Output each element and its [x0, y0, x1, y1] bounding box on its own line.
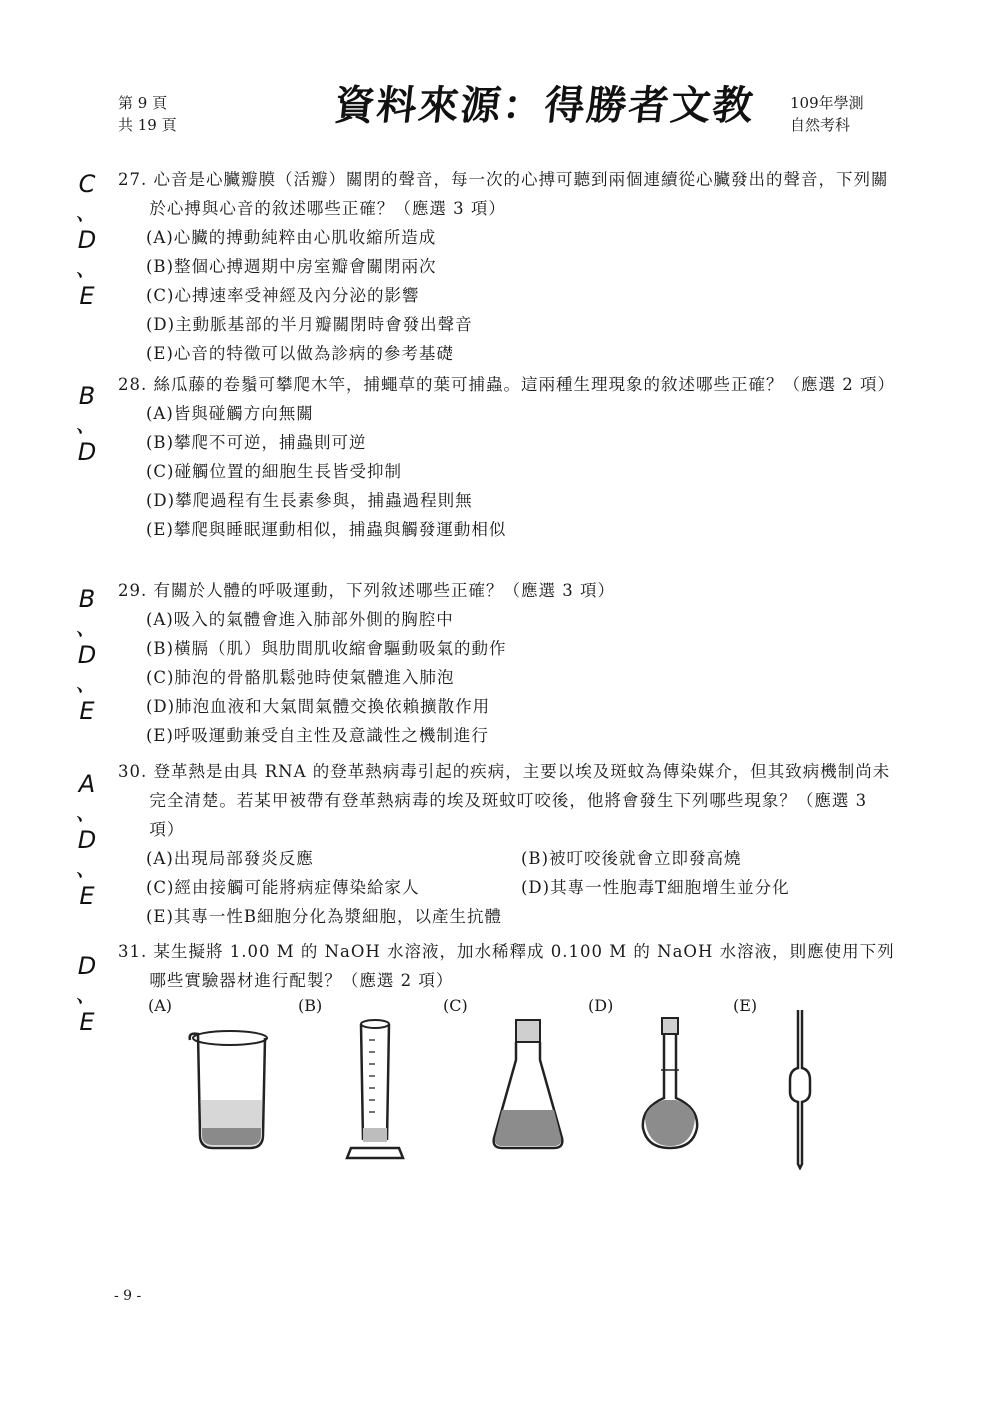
option-e[interactable]: (E)攀爬與睡眠運動相似，捕蟲與觸發運動相似: [146, 520, 507, 539]
beaker-icon: [180, 1010, 280, 1160]
question-30: [118, 757, 898, 931]
option-b[interactable]: (B)整個心搏週期中房室瓣會關閉兩次: [146, 257, 437, 276]
page-no: 第 9 頁: [118, 94, 168, 112]
option-row: [118, 844, 898, 873]
graduated-cylinder-icon: [345, 1010, 405, 1170]
question-stem: 28. 絲瓜藤的卷鬚可攀爬木竿，捕蠅草的葉可捕蟲。這兩種生理現象的敘述哪些正確？（應選 2 項）: [118, 375, 895, 394]
option-e[interactable]: (E): [733, 996, 758, 1015]
question-28: [118, 370, 898, 544]
source-watermark: 資料來源：得勝者文教: [332, 83, 758, 129]
erlenmeyer-flask-icon: [488, 1010, 568, 1160]
option-a[interactable]: (A)皆與碰觸方向無關: [146, 404, 314, 423]
question-stem: 31. 某生擬將 1.00 M 的 NaOH 水溶液，加水稀釋成 0.100 M 的 NaOH 水溶液，則應使用下列哪些實驗器材進行配製？（應選 2 項）: [118, 942, 895, 990]
question-stem: 27. 心音是心臟瓣膜（活瓣）關閉的聲音，每一次的心搏可聽到兩個連續從心臟發出的聲音，下列關於心搏與心音的敘述哪些正確？（應選 3 項）: [118, 170, 889, 218]
question-31: [118, 937, 898, 995]
option-b[interactable]: (B)橫膈（肌）與肋間肌收縮會驅動吸氣的動作: [146, 639, 507, 658]
option-d[interactable]: (D)其專一性胞毒T細胞增生並分化: [521, 878, 790, 897]
option-b[interactable]: (B)被叮咬後就會立即發高燒: [521, 849, 742, 868]
question-stem: 29. 有關於人體的呼吸運動，下列敘述哪些正確？（應選 3 項）: [118, 581, 615, 600]
page-footer-number: - 9 -: [114, 1288, 142, 1304]
option-row: [118, 873, 898, 902]
question-stem: 30. 登革熱是由具 RNA 的登革熱病毒引起的疾病，主要以埃及斑蚊為傳染媒介，但其致病機制尚未完全清楚。若某甲被帶有登革熱病毒的埃及斑蚊叮咬後，他將會發生下列哪些現象？（應選 3 項）: [118, 762, 891, 839]
option-d[interactable]: (D)攀爬過程有生長素參與，捕蟲過程則無: [146, 491, 473, 510]
subject-name: 自然考科: [790, 116, 851, 134]
option-d[interactable]: (D)肺泡血液和大氣間氣體交換依賴擴散作用: [146, 697, 491, 716]
option-d[interactable]: (D): [588, 996, 614, 1015]
handwritten-answer-27: C 、 D 、 E: [75, 170, 99, 310]
option-d[interactable]: (D)主動脈基部的半月瓣關閉時會發出聲音: [146, 315, 473, 334]
option-c[interactable]: (C)碰觸位置的細胞生長皆受抑制: [146, 462, 402, 481]
page-total: 共 19 頁: [118, 116, 177, 134]
option-e[interactable]: (E)心音的特徵可以做為診病的參考基礎: [146, 344, 454, 363]
option-a[interactable]: (A)出現局部發炎反應: [146, 849, 314, 868]
question-27: [118, 165, 898, 368]
exam-name: 109年學測: [790, 94, 864, 112]
option-c[interactable]: (C): [443, 996, 468, 1015]
page-number-header: [118, 92, 177, 136]
option-a[interactable]: (A): [148, 996, 173, 1015]
option-e[interactable]: (E)其專一性B細胞分化為漿細胞，以產生抗體: [146, 907, 503, 926]
handwritten-answer-30: A 、 D 、 E: [75, 770, 99, 910]
volumetric-flask-icon: [635, 1010, 705, 1160]
handwritten-answer-28: B 、 D: [75, 382, 99, 466]
exam-header: [790, 92, 864, 136]
option-c[interactable]: (C)心搏速率受神經及內分泌的影響: [146, 286, 420, 305]
option-c[interactable]: (C)經由接觸可能將病症傳染給家人: [146, 878, 420, 897]
option-a[interactable]: (A)吸入的氣體會進入肺部外側的胸腔中: [146, 610, 454, 629]
option-e[interactable]: (E)呼吸運動兼受自主性及意識性之機制進行: [146, 726, 489, 745]
pipette-icon: [780, 1010, 820, 1170]
option-b[interactable]: (B): [298, 996, 323, 1015]
option-c[interactable]: (C)肺泡的骨骼肌鬆弛時使氣體進入肺泡: [146, 668, 455, 687]
handwritten-answer-31: D 、 E: [75, 952, 99, 1036]
option-b[interactable]: (B)攀爬不可逆，捕蟲則可逆: [146, 433, 367, 452]
handwritten-answer-29: B 、 D 、 E: [75, 585, 99, 725]
question-29: [118, 576, 898, 750]
option-a[interactable]: (A)心臟的搏動純粹由心肌收縮所造成: [146, 228, 437, 247]
